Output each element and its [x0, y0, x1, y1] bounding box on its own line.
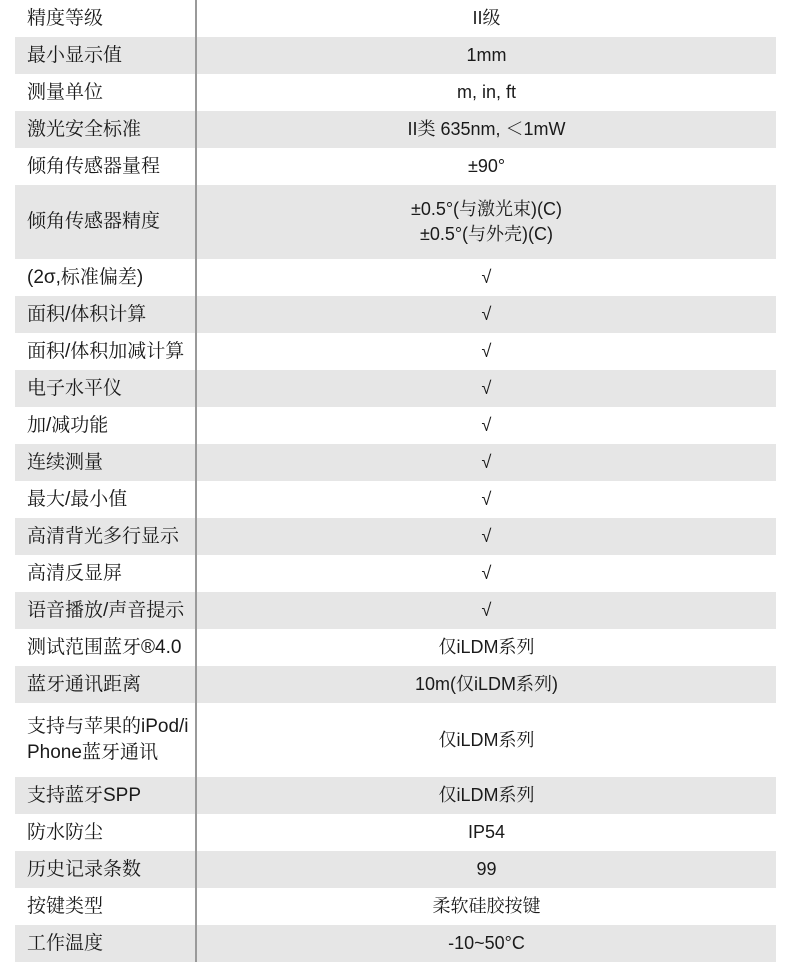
spec-label-text: 测量单位	[27, 81, 104, 103]
spec-label-text: 防水防尘	[27, 821, 104, 843]
spec-label-text: 倾角传感器量程	[27, 155, 161, 177]
spec-label	[15, 925, 197, 962]
spec-value-line: √	[481, 341, 492, 361]
table-row	[15, 444, 776, 481]
spec-label-text: 按键类型	[27, 895, 104, 917]
spec-label	[15, 851, 197, 888]
spec-label-text: 加/减功能	[27, 414, 109, 436]
spec-value	[197, 598, 776, 623]
spec-label-text: 高清背光多行显示	[27, 525, 180, 547]
spec-label-text: 面积/体积加减计算	[27, 340, 185, 362]
spec-label-text: 历史记录条数	[27, 858, 142, 880]
spec-label-text: 最小显示值	[27, 44, 123, 66]
spec-label	[15, 111, 197, 148]
spec-value-line: √	[481, 304, 492, 324]
spec-value-line: √	[481, 452, 492, 472]
spec-label-text: 面积/体积计算	[27, 303, 147, 325]
spec-value-line: √	[481, 378, 492, 398]
spec-value-line: 99	[476, 859, 497, 879]
spec-value-line: ±0.5°(与外壳)(C)	[419, 224, 554, 244]
spec-label-text: 蓝牙通讯距离	[27, 673, 142, 695]
table-row	[15, 925, 776, 962]
spec-label	[15, 0, 197, 37]
spec-value	[197, 339, 776, 364]
table-row	[15, 111, 776, 148]
spec-label	[15, 555, 197, 592]
spec-label	[15, 888, 197, 925]
spec-value-line: 1mm	[466, 45, 507, 65]
spec-value	[197, 302, 776, 327]
spec-label	[15, 74, 197, 111]
spec-value	[197, 80, 776, 105]
spec-label-text: 精度等级	[27, 7, 104, 29]
spec-label	[15, 296, 197, 333]
spec-label-text: 测试范围蓝牙®4.0	[27, 636, 182, 658]
spec-label	[15, 481, 197, 518]
spec-label-text: 支持蓝牙SPP	[27, 784, 142, 806]
table-row	[15, 555, 776, 592]
spec-value-line: 柔软硅胶按键	[432, 896, 541, 916]
spec-label	[15, 777, 197, 814]
spec-label	[15, 333, 197, 370]
spec-value-line: II级	[472, 8, 501, 28]
table-row	[15, 592, 776, 629]
spec-value-line: -10~50°C	[448, 933, 525, 953]
spec-label	[15, 185, 197, 259]
spec-label-text: 倾角传感器精度	[27, 211, 161, 232]
spec-label	[15, 444, 197, 481]
spec-value	[197, 524, 776, 549]
spec-value	[197, 672, 776, 697]
table-row	[15, 407, 776, 444]
spec-label-text: (2σ,标准偏差)	[27, 266, 144, 288]
table-row	[15, 666, 776, 703]
spec-value	[197, 894, 776, 919]
table-row	[15, 851, 776, 888]
spec-label	[15, 703, 197, 777]
table-row	[15, 296, 776, 333]
spec-label-text: 高清反显屏	[27, 562, 123, 584]
spec-value-line: 仅iLDM系列	[438, 637, 535, 657]
table-row	[15, 629, 776, 666]
spec-value-line: 仅iLDM系列	[438, 729, 535, 750]
spec-value-line: √	[481, 489, 492, 509]
spec-value-line: √	[481, 526, 492, 546]
spec-value	[197, 450, 776, 475]
spec-value-line: IP54	[467, 822, 506, 842]
spec-value-line: m, in, ft	[456, 82, 516, 102]
table-row	[15, 37, 776, 74]
spec-value-line: ±90°	[467, 156, 506, 176]
table-row	[15, 185, 776, 259]
table-row	[15, 703, 776, 777]
table-row	[15, 814, 776, 851]
spec-value	[197, 413, 776, 438]
spec-value-line: II类 635nm, ＜1mW	[407, 119, 566, 139]
table-row	[15, 333, 776, 370]
spec-label	[15, 518, 197, 555]
spec-label	[15, 592, 197, 629]
spec-label	[15, 37, 197, 74]
spec-value	[197, 783, 776, 808]
spec-value-line: √	[481, 563, 492, 583]
spec-label-text: 电子水平仪	[27, 377, 123, 399]
spec-value-line: √	[481, 600, 492, 620]
spec-value	[197, 154, 776, 179]
spec-value	[197, 376, 776, 401]
spec-value	[197, 931, 776, 956]
spec-value	[197, 820, 776, 845]
spec-label	[15, 814, 197, 851]
spec-label	[15, 148, 197, 185]
spec-value	[197, 6, 776, 31]
table-row	[15, 481, 776, 518]
spec-label	[15, 370, 197, 407]
spec-table	[15, 0, 776, 962]
spec-value	[197, 117, 776, 142]
spec-label	[15, 407, 197, 444]
spec-value-line: 仅iLDM系列	[438, 785, 535, 805]
spec-label	[15, 259, 197, 296]
spec-value-line: ±0.5°(与激光束)(C)	[410, 199, 563, 219]
table-row	[15, 777, 776, 814]
spec-value	[197, 857, 776, 882]
table-row	[15, 518, 776, 555]
table-row	[15, 148, 776, 185]
table-row	[15, 370, 776, 407]
spec-label-text: 支持与苹果的iPod/iPhone蓝牙通讯	[27, 716, 189, 763]
spec-value	[197, 43, 776, 68]
spec-value	[197, 487, 776, 512]
spec-value	[197, 197, 776, 247]
spec-value	[197, 728, 776, 753]
spec-label-text: 激光安全标准	[27, 118, 142, 140]
spec-label	[15, 666, 197, 703]
spec-value-line: √	[481, 267, 492, 287]
spec-value-line: √	[481, 415, 492, 435]
spec-label-text: 连续测量	[27, 451, 104, 473]
spec-value	[197, 635, 776, 660]
spec-label	[15, 629, 197, 666]
table-row	[15, 888, 776, 925]
spec-value	[197, 561, 776, 586]
table-row	[15, 74, 776, 111]
spec-value-line: 10m(仅iLDM系列)	[414, 674, 558, 694]
spec-label-text: 语音播放/声音提示	[27, 599, 185, 621]
table-row	[15, 0, 776, 37]
table-row	[15, 259, 776, 296]
spec-value	[197, 265, 776, 290]
spec-label-text: 最大/最小值	[27, 488, 128, 510]
spec-label-text: 工作温度	[27, 932, 104, 954]
